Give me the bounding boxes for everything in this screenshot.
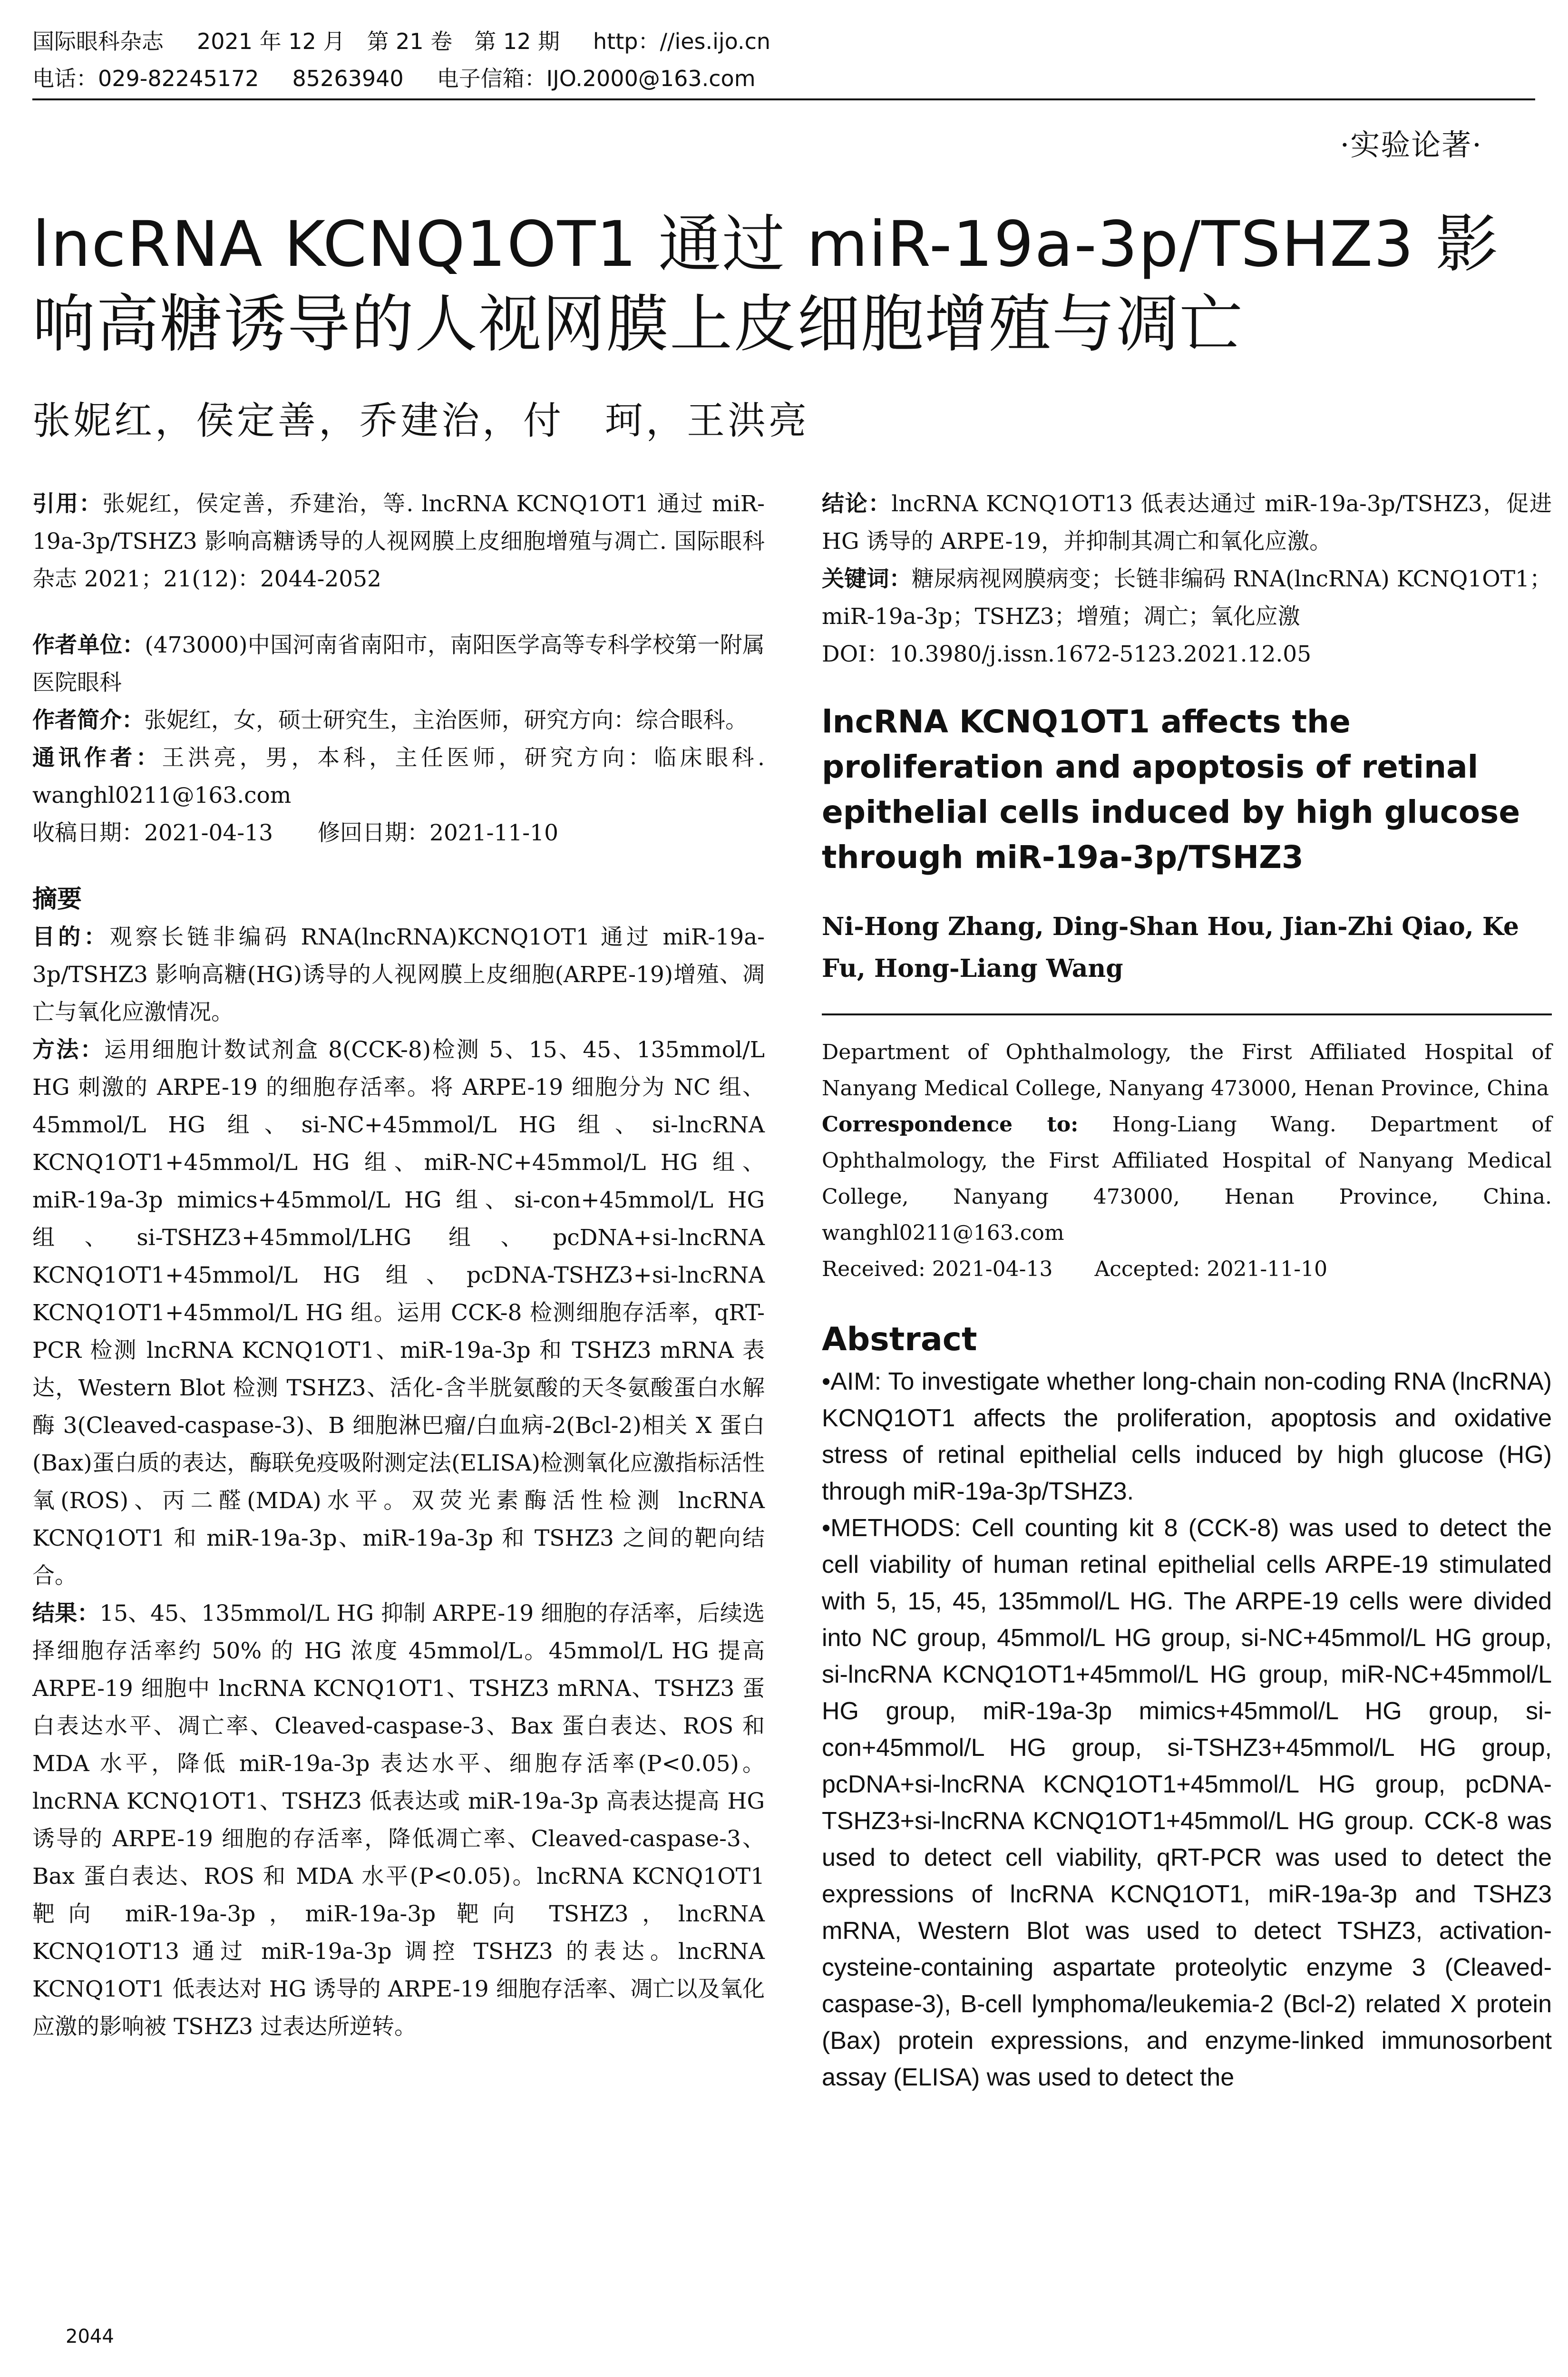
corresponding-author: 通讯作者：王洪亮，男，本科，主任医师，研究方向：临床眼科. wanghl0211@163.com bbox=[32, 745, 765, 809]
keywords-cn: 关键词：糖尿病视网膜病变；长链非编码 RNA(lncRNA) KCNQ1OT1；miR-19a-3p；TSHZ3；增殖；凋亡；氧化应激 bbox=[822, 566, 1552, 630]
correspondence-en: Correspondence to: Hong-Liang Wang. Department of Ophthalmology, the First Affiliated Hospital of Nanyang Medical College, Nanyang 473000, Henan Province, China. wanghl0211@163.com bbox=[822, 1112, 1552, 1245]
author-unit: 作者单位：(473000)中国河南省南阳市，南阳医学高等专科学校第一附属医院眼科 bbox=[32, 632, 765, 696]
page-number: 2044 bbox=[66, 2326, 114, 2348]
header-divider bbox=[32, 98, 1535, 100]
abstract-aim-cn: 目的：观察长链非编码 RNA(lncRNA)KCNQ1OT1 通过 miR-19a-3p/TSHZ3 影响高糖(HG)诱导的人视网膜上皮细胞(ARPE-19)增殖、凋亡与氧化应激情况。 bbox=[32, 924, 765, 1025]
abstract-methods-en: •METHODS: Cell counting kit 8 (CCK-8) was used to detect the cell viability of human retinal epithelial cells ARPE-19 stimulated with 5, 15, 45, 135mmol/L HG. The ARPE-19 cells were divided into NC group, 45mmol/L HG group, si-NC+45mmol/L HG group, si-lncRNA KCNQ1OT1+45mmol/L HG group, miR-NC+45mmol/L HG group, miR-19a-3p mimics+45mmol/L HG group, si-con+45mmol/L HG group, si-TSHZ3+45mmol/L HG group, pcDNA+si-lncRNA KCNQ1OT1+45mmol/L HG group, pcDNA-TSHZ3+si-lncRNA KCNQ1OT1+45mmol/L HG group. CCK-8 was used to detect cell viability, qRT-PCR was used to detect the expressions of lncRNA KCNQ1OT1, miR-19a-3p and TSHZ3 mRNA, Western Blot was used to detect TSHZ3, activation-cysteine-containing aspartate proteolytic enzyme 3 (Cleaved-caspase-3), B-cell lymphoma/leukemia-2 (Bcl-2) related X protein (Bax) protein expressions, and enzyme-linked immunosorbent assay (ELISA) was used to detect the bbox=[822, 1514, 1552, 2091]
citation: 引用：张妮红，侯定善，乔建治，等. lncRNA KCNQ1OT1 通过 miR-19a-3p/TSHZ3 影响高糖诱导的人视网膜上皮细胞增殖与凋亡. 国际眼科杂志 2021；21(12)：2044-2052 bbox=[32, 491, 765, 592]
header-line-1 bbox=[32, 23, 1535, 60]
phone-2: 85263940 bbox=[292, 66, 404, 91]
right-column bbox=[822, 485, 1552, 2096]
authors-cn: 张妮红，侯定善，乔建治，付 珂，王洪亮 bbox=[32, 399, 809, 443]
section-label: ·实验论著· bbox=[1340, 127, 1482, 162]
abstract-methods-cn: 方法：运用细胞计数试剂盒 8(CCK-8)检测 5、15、45、135mmol/L HG 刺激的 ARPE-19 的细胞存活率。将 ARPE-19 细胞分为 NC 组、45mmol/L HG 组、si-NC+45mmol/L HG 组、si-lncRNA KCNQ1OT1+45mmol/L HG 组、miR-NC+45mmol/L HG 组、miR-19a-3p mimics+45mmol/L HG 组、si-con+45mmol/L HG 组、si-TSHZ3+45mmol/LHG 组、pcDNA+si-lncRNA KCNQ1OT1+45mmol/L HG 组、pcDNA-TSHZ3+si-lncRNA KCNQ1OT1+45mmol/L HG 组。运用 CCK-8 检测细胞存活率，qRT-PCR 检测 lncRNA KCNQ1OT1、miR-19a-3p 和 TSHZ3 mRNA 表达，Western Blot 检测 TSHZ3、活化-含半胱氨酸的天冬氨酸蛋白水解酶 3(Cleaved-caspase-3)、B 细胞淋巴瘤/白血病-2(Bcl-2)相关 X 蛋白(Bax)蛋白质的表达，酶联免疫吸附测定法(ELISA)检测氧化应激指标活性氧(ROS)、丙二醛(MDA)水平。双荧光素酶活性检测 lncRNA KCNQ1OT1 和 miR-19a-3p、miR-19a-3p 和 TSHZ3 之间的靶向结合。 bbox=[32, 1037, 765, 1589]
dates-en: Received: 2021-04-13 Accepted: 2021-11-10 bbox=[822, 1257, 1328, 1281]
issue-info: 2021 年 12 月 第 21 卷 第 12 期 bbox=[197, 29, 560, 54]
abstract-heading-cn: 摘要 bbox=[32, 885, 82, 914]
abstract-aim-en: •AIM: To investigate whether long-chain non-coding RNA (lncRNA) KCNQ1OT1 affects the proliferation, apoptosis and oxidative stress of retinal epithelial cells induced by high glucose (HG) through miR-19a-3p/TSHZ3. bbox=[822, 1368, 1552, 1505]
article-title-en: lncRNA KCNQ1OT1 affects the proliferation and apoptosis of retinal epithelial cells induced by high glucose through miR-19a-3p/TSHZ3 bbox=[822, 703, 1520, 876]
abstract-results-cn: 结果：15、45、135mmol/L HG 抑制 ARPE-19 细胞的存活率，后续选择细胞存活率约 50% 的 HG 浓度 45mmol/L。45mmol/L HG 提高 ARPE-19 细胞中 lncRNA KCNQ1OT1、TSHZ3 mRNA、TSHZ3 蛋白表达水平、凋亡率、Cleaved-caspase-3、Bax 蛋白表达、ROS 和 MDA 水平，降低 miR-19a-3p 表达水平、细胞存活率(P<0.05)。lncRNA KCNQ1OT1、TSHZ3 低表达或 miR-19a-3p 高表达提高 HG 诱导的 ARPE-19 细胞的存活率，降低凋亡率、Cleaved-caspase-3、Bax 蛋白表达、ROS 和 MDA 水平(P<0.05)。lncRNA KCNQ1OT1 靶向 miR-19a-3p，miR-19a-3p 靶向 TSHZ3，lncRNA KCNQ1OT13 通过 miR-19a-3p 调控 TSHZ3 的表达。lncRNA KCNQ1OT1 低表达对 HG 诱导的 ARPE-19 细胞存活率、凋亡以及氧化应激的影响被 TSHZ3 过表达所逆转。 bbox=[32, 1600, 765, 2040]
authors-en: Ni-Hong Zhang, Ding-Shan Hou, Jian-Zhi Qiao, Ke Fu, Hong-Liang Wang bbox=[822, 912, 1519, 983]
phone: 电话：029-82245172 bbox=[32, 66, 259, 91]
received-dates: 收稿日期：2021-04-13 修回日期：2021-11-10 bbox=[32, 820, 558, 846]
journal-name: 国际眼科杂志 bbox=[32, 29, 164, 54]
journal-header bbox=[32, 23, 1535, 97]
email[interactable]: 电子信箱：IJO.2000@163.com bbox=[437, 66, 756, 91]
abstract-heading-en: Abstract bbox=[822, 1321, 977, 1358]
author-bio: 作者简介：张妮红，女，硕士研究生，主治医师，研究方向：综合眼科。 bbox=[32, 707, 748, 733]
doi[interactable]: DOI：10.3980/j.issn.1672-5123.2021.12.05 bbox=[822, 641, 1312, 667]
left-column bbox=[32, 485, 765, 2046]
authors-divider bbox=[822, 1013, 1552, 1015]
article-title-cn: lncRNA KCNQ1OT1 通过 miR-19a-3p/TSHZ3 影响高糖诱导的人视网膜上皮细胞增殖与凋亡 bbox=[32, 208, 1500, 361]
journal-url[interactable]: http：//ies.ijo.cn bbox=[593, 29, 771, 54]
header-line-2 bbox=[32, 60, 1535, 97]
affiliation-en: Department of Ophthalmology, the First Affiliated Hospital of Nanyang Medical College, Nanyang 473000, Henan Province, China bbox=[822, 1040, 1552, 1101]
abstract-conclusion-cn: 结论：lncRNA KCNQ1OT13 低表达通过 miR-19a-3p/TSHZ3，促进 HG 诱导的 ARPE-19，并抑制其凋亡和氧化应激。 bbox=[822, 491, 1552, 555]
